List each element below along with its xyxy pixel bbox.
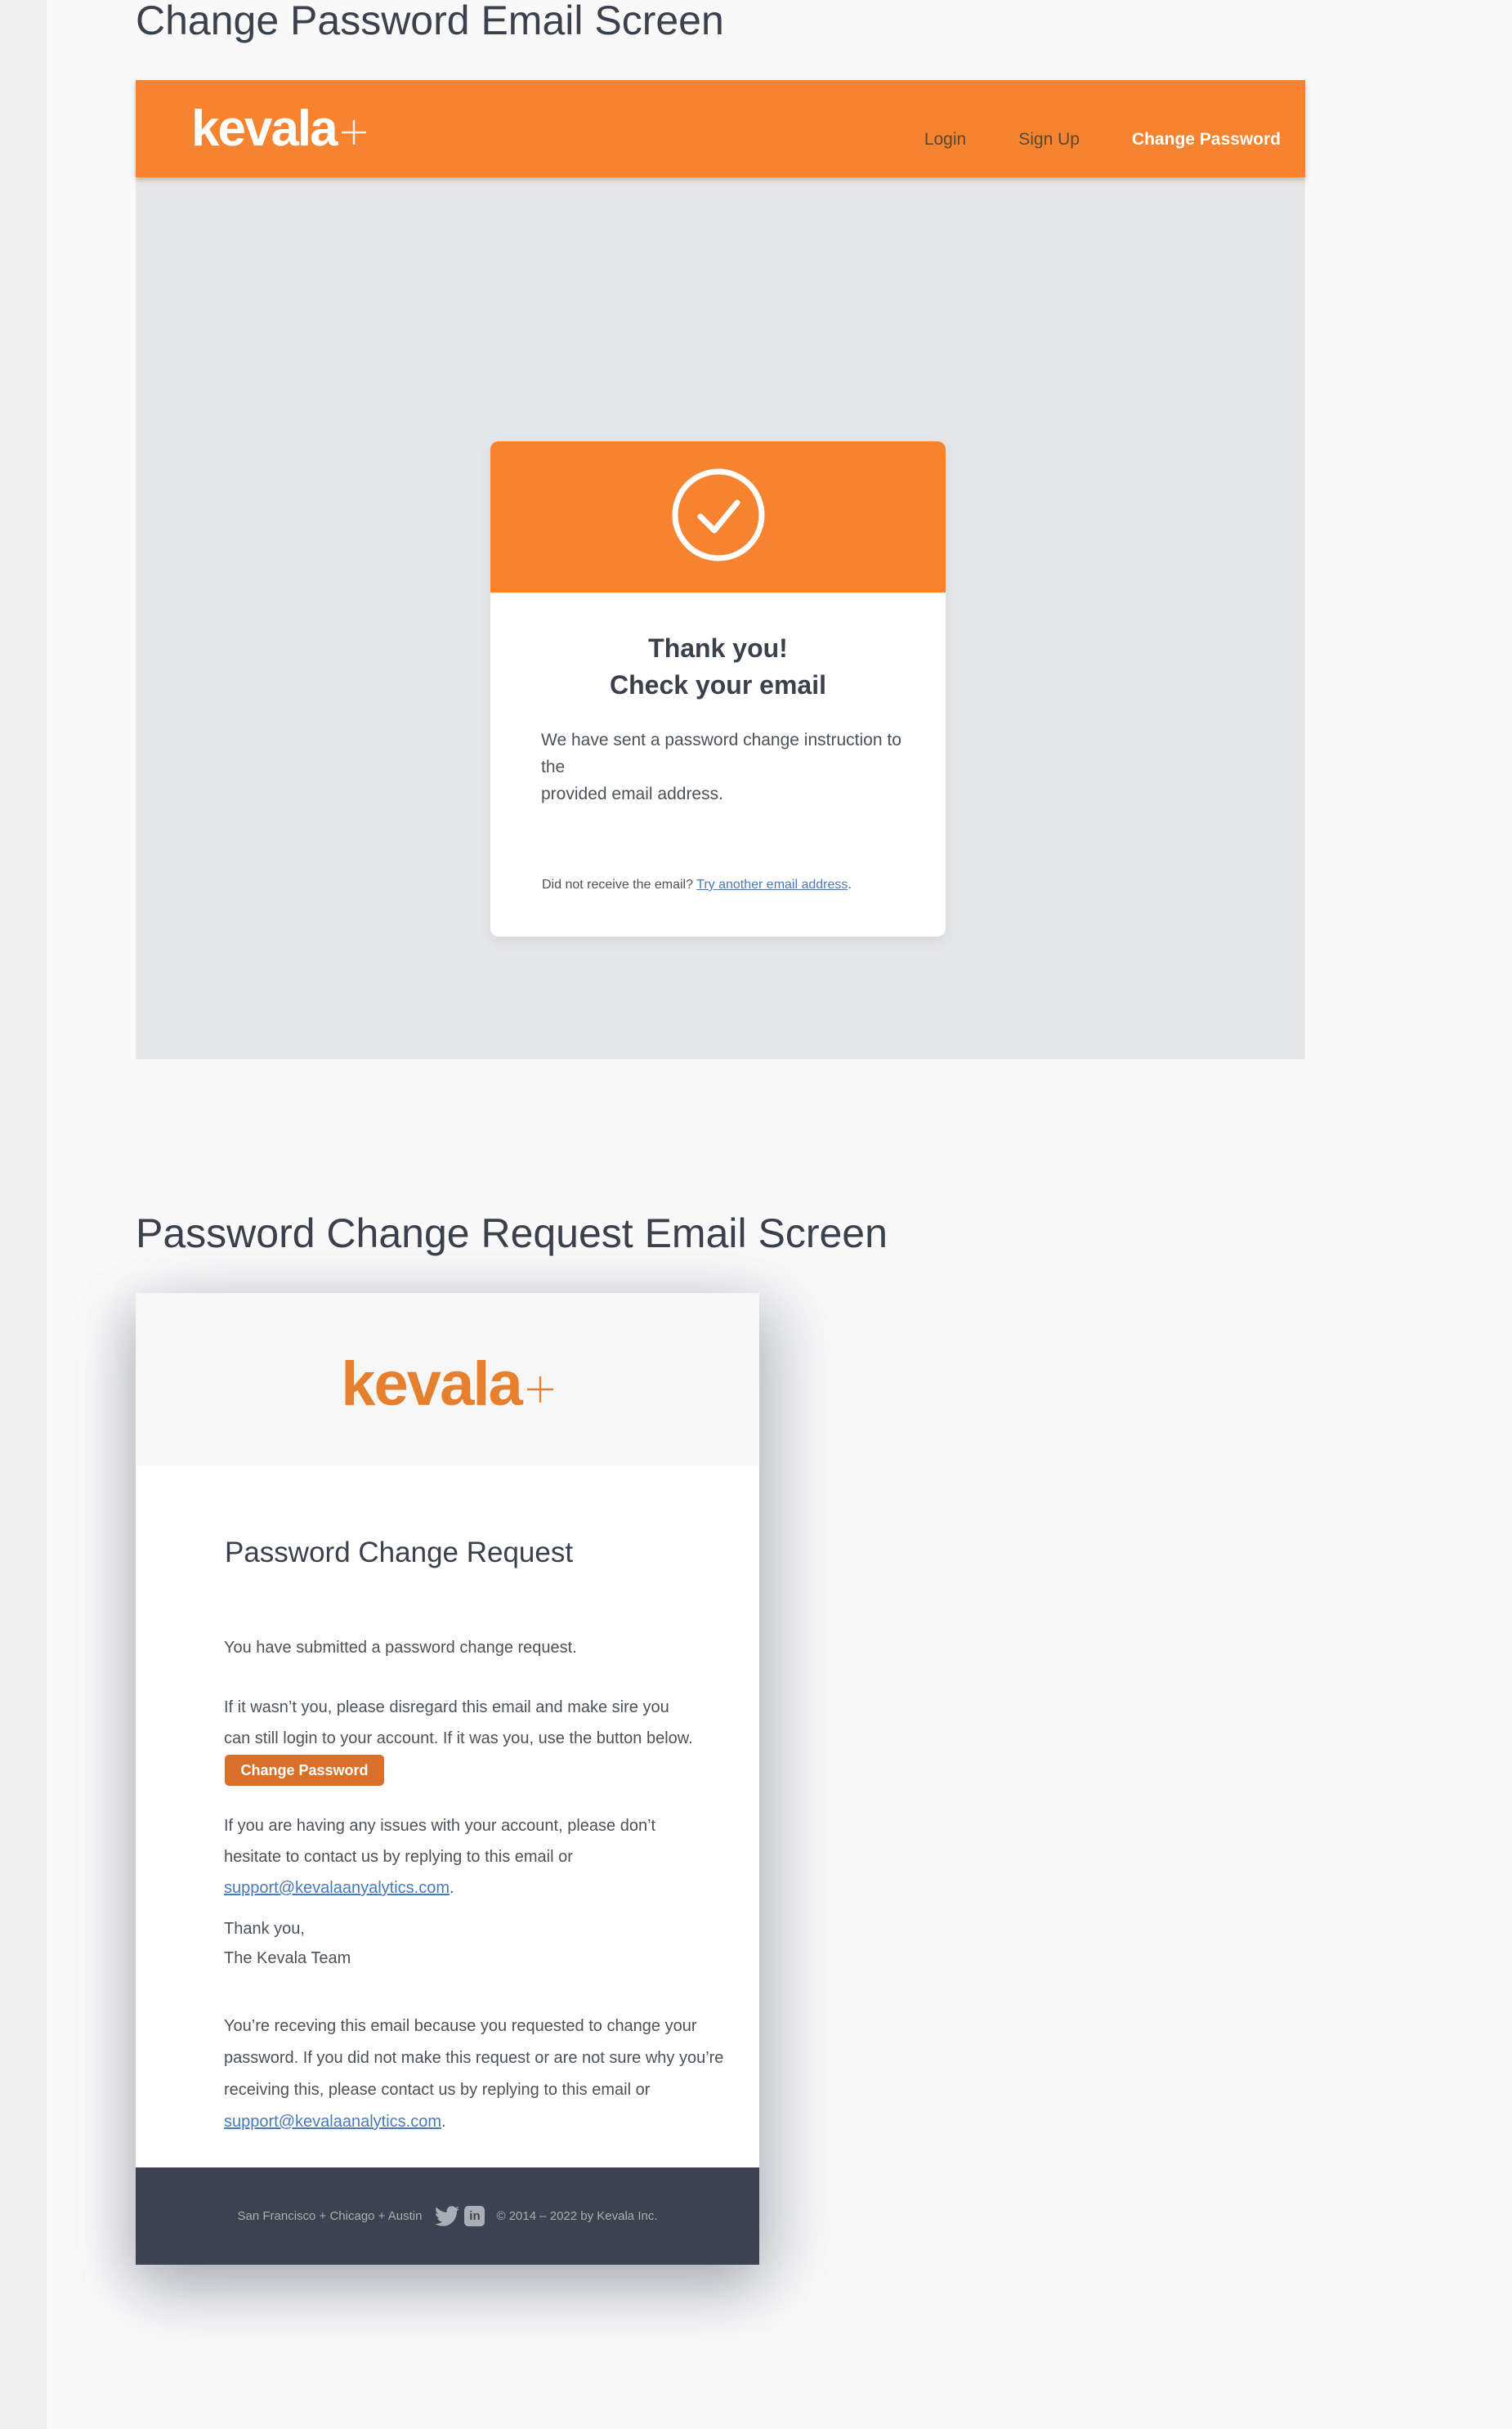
email-disclaimer: You’re receving this email because you requested to change your password. If you did not make this request or are not sure why you’re receiving this, please contact us by replying to this email or support@kevalaanalytics.com. [224, 2017, 724, 2131]
canvas-left-strip [0, 0, 47, 2429]
password-change-request-email [136, 1293, 759, 2265]
email-instructions-paragraph: If it wasn’t you, please disregard this email and make sire you can still login to your account. If it was you, use the button below. [224, 1698, 693, 1747]
footer-social-icons [435, 2206, 485, 2226]
card-heading-line1: Thank you! [648, 633, 788, 663]
support-email-link[interactable]: support@kevalaanyalytics.com [224, 1879, 450, 1897]
kevala-logo [191, 100, 367, 157]
card-heading [490, 630, 946, 704]
nav-sign-up[interactable]: Sign Up [1018, 129, 1080, 149]
nav-change-password[interactable]: Change Password [1131, 129, 1281, 149]
check-circle-icon [671, 467, 766, 566]
change-password-email-screen [136, 80, 1305, 1059]
disclaimer-email-link[interactable]: support@kevalaanalytics.com [224, 2113, 441, 2131]
site-header [136, 80, 1305, 177]
header-nav [924, 80, 1281, 177]
kevala-logo-text: kevala [341, 1349, 521, 1419]
card-heading-line2: Check your email [610, 670, 826, 700]
kevala-logo-text: kevala [191, 100, 337, 157]
confirmation-card [490, 441, 946, 937]
resend-prefix: Did not receive the email? [542, 878, 697, 892]
footer-locations: San Francisco + Chicago + Austin [237, 2209, 423, 2223]
email-signoff: Thank you, The Kevala Team [224, 1920, 351, 1967]
plus-icon [526, 1352, 554, 1414]
card-message: We have sent a password change instruction to the provided email address. [541, 731, 901, 803]
screen-background [136, 177, 1305, 1059]
change-password-button[interactable]: Change Password [225, 1755, 384, 1786]
section1-title: Change Password Email Screen [136, 0, 724, 43]
email-header [136, 1293, 759, 1465]
linkedin-icon[interactable]: in [464, 2206, 485, 2226]
twitter-icon[interactable] [435, 2206, 459, 2226]
resend-suffix: . [848, 878, 852, 892]
try-another-email-link[interactable]: Try another email address [696, 878, 848, 892]
section2-title: Password Change Request Email Screen [136, 1210, 888, 1256]
card-orange-banner [490, 441, 946, 593]
nav-login[interactable]: Login [924, 129, 967, 149]
kevala-logo [341, 1349, 553, 1419]
plus-icon [341, 104, 367, 154]
footer-copyright: © 2014 – 2022 by Kevala Inc. [496, 2209, 658, 2223]
email-footer [136, 2167, 759, 2265]
resend-line [542, 875, 852, 895]
email-heading: Password Change Request [225, 1537, 574, 1568]
email-intro-paragraph: You have submitted a password change request. [224, 1639, 577, 1657]
email-support-paragraph: If you are having any issues with your account, please don’t hesitate to contact us by replying to this email or support@kevalaanyalytics.com. [224, 1817, 656, 1897]
